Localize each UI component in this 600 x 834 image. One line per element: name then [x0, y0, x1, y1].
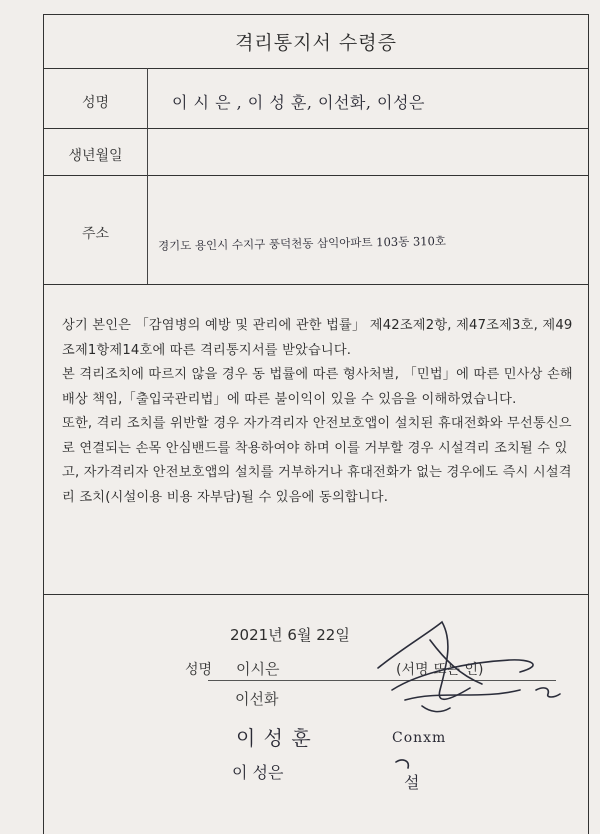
consent-paragraph: 또한, 격리 조치를 위반할 경우 자가격리자 안전보호앱이 설치된 휴대전화와 무선통신으로 연결되는 손목 안심밴드를 착용하여야 하며 이를 거부할 경우 시설격리 조치될 수 있고, 자가격리자 안전보호앱의 설치를 거부하거나 휴대전화가 없는 경우에도 즉시 시설격리 조치(시설이용 비용 자부담)될 수 있음에 동의합니다. [62, 416, 572, 505]
signer-name: 이시은 [236, 660, 280, 678]
field-label-birthdate: 생년월일 [68, 148, 123, 164]
signer-name: 이 성 훈 [236, 726, 312, 750]
document-title: 격리통지서 수령증 [235, 32, 397, 54]
initial-signature: 설 [404, 773, 420, 792]
signature-hint: (서명 또는 인) [396, 662, 484, 678]
field-value-address: 경기도 용인시 수지구 풍덕천동 삼익아파트 103동 310호 [157, 233, 447, 253]
field-label-name: 성명 [81, 95, 110, 111]
field-label-address: 주소 [81, 226, 110, 242]
consent-paragraph: 상기 본인은 「감염병의 예방 및 관리에 관한 법률」 제42조제2항, 제47조제3호, 제49조제1항제14호에 따른 격리통지서를 받았습니다. [62, 318, 573, 358]
initial-signature: Conxm [392, 730, 447, 746]
consent-paragraph: 본 격리조치에 따르지 않을 경우 동 법률에 따른 형사처벌, 「민법」에 따른 민사상 손해배상 책임,「출입국관리법」에 따른 불이익이 있을 수 있음을 이해하였습니다. [62, 367, 573, 407]
signer-name: 이선화 [235, 690, 279, 708]
signature-label: 성명 [185, 662, 213, 678]
signed-date: 2021년 6월 22일 [230, 626, 350, 644]
signer-name: 이 성은 [232, 763, 284, 782]
field-value-name: 이 시 은 , 이 성 훈, 이선화, 이성은 [172, 93, 425, 112]
